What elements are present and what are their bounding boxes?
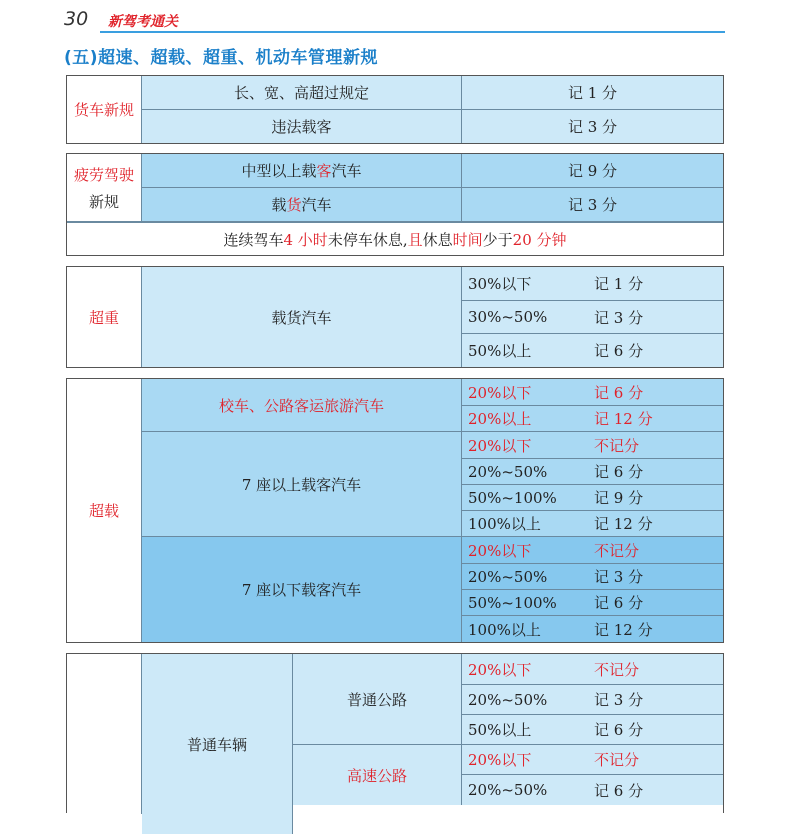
points: 记 6 分 (594, 721, 644, 739)
fatigue-points-2: 记 3 分 (462, 188, 723, 222)
note-part: 连续驾车 (223, 230, 284, 249)
points: 不记分 (594, 436, 640, 455)
speeding-vehicle: 普通车辆 (142, 654, 293, 834)
overload-group-2-vehicle: 7 座以上载客汽车 (142, 432, 462, 537)
range: 20%以下 (468, 660, 532, 679)
range: 20%~50% (468, 462, 548, 481)
points: 记 3 分 (594, 691, 644, 709)
points: 记 3 分 (594, 568, 644, 586)
fatigue-note (67, 222, 723, 255)
overload-label: 超载 (67, 379, 142, 642)
range: 20%~50% (468, 567, 548, 586)
overload-g2-row-3 (462, 485, 723, 511)
speeding-r2-row-1 (462, 745, 723, 775)
truck-item-2: 违法载客 (142, 110, 462, 143)
overload-table (66, 378, 724, 643)
overweight-label: 超重 (67, 267, 142, 367)
range: 100%以上 (468, 515, 541, 533)
overweight-row-1 (462, 267, 723, 301)
speeding-r2-row-2 (462, 775, 723, 805)
overload-g1-row-2 (462, 406, 723, 432)
points: 记 6 分 (594, 383, 644, 402)
range: 20%~50% (468, 690, 548, 709)
range: 20%以下 (468, 751, 532, 769)
overload-g2-row-2 (462, 459, 723, 485)
overload-g3-row-1 (462, 537, 723, 564)
fatigue-label-line1: 疲劳驾驶 (73, 165, 134, 184)
note-part: 未停车休息, (327, 230, 408, 249)
page-number: 30 (64, 8, 89, 30)
fatigue-item-2-highlight: 货 (286, 196, 302, 214)
range: 30%~50% (468, 308, 548, 326)
overweight-vehicle: 载货汽车 (142, 267, 462, 367)
overload-g3-row-2 (462, 564, 723, 590)
range: 50%以上 (468, 342, 532, 360)
points: 记 6 分 (594, 463, 644, 481)
range: 20%以下 (468, 383, 532, 402)
fatigue-item-1 (142, 154, 462, 188)
fatigue-item-1-suffix: 汽车 (331, 162, 362, 180)
points: 记 12 分 (594, 515, 653, 533)
overweight-table (66, 266, 724, 368)
fatigue-item-1-highlight: 客 (316, 162, 332, 180)
section-title: (五)超速、超载、超重、机动车管理新规 (64, 48, 379, 68)
overload-group-1-vehicle: 校车、公路客运旅游汽车 (142, 379, 462, 432)
note-part: 20 分钟 (512, 230, 567, 249)
truck-points-1: 记 1 分 (462, 76, 723, 110)
note-part: 且 (407, 230, 423, 249)
speeding-table (66, 653, 724, 813)
range: 20%以下 (468, 436, 532, 455)
fatigue-rules-table (66, 153, 724, 256)
points: 不记分 (594, 751, 640, 769)
note-part: 少于 (482, 230, 513, 249)
speeding-label (67, 654, 142, 814)
overload-g3-row-3 (462, 590, 723, 616)
fatigue-label (67, 154, 142, 222)
points: 不记分 (594, 541, 640, 560)
fatigue-item-2-suffix: 汽车 (301, 196, 332, 214)
points: 记 6 分 (594, 594, 644, 612)
range: 20%~50% (468, 781, 548, 799)
points: 记 6 分 (594, 342, 644, 360)
overload-g3-row-4 (462, 616, 723, 642)
overweight-row-2 (462, 301, 723, 334)
overload-g2-row-1 (462, 432, 723, 459)
header-rule (100, 31, 725, 33)
book-title: 新驾考通关 (108, 14, 178, 30)
range: 50%~100% (468, 488, 557, 507)
truck-label: 货车新规 (67, 76, 142, 143)
truck-rules-table (66, 75, 724, 144)
page-header (0, 0, 790, 32)
points: 记 12 分 (594, 620, 653, 639)
fatigue-item-2-prefix: 载 (271, 196, 287, 214)
speeding-road-1: 普通公路 (293, 654, 462, 745)
note-part: 4 小时 (283, 230, 328, 249)
speeding-road-2: 高速公路 (293, 745, 462, 805)
range: 30%以下 (468, 275, 532, 293)
fatigue-label-line2: 新规 (88, 192, 119, 211)
speeding-r1-row-3 (462, 715, 723, 745)
truck-item-1: 长、宽、高超过规定 (142, 76, 462, 110)
note-part: 休息 (422, 230, 453, 249)
range: 20%以下 (468, 541, 532, 560)
overload-g1-row-1 (462, 379, 723, 406)
points: 记 12 分 (594, 410, 653, 428)
speeding-r1-row-2 (462, 685, 723, 715)
overload-g2-row-4 (462, 511, 723, 537)
points: 不记分 (594, 660, 640, 679)
speeding-r1-row-1 (462, 654, 723, 685)
overload-group-3-vehicle: 7 座以下载客汽车 (142, 537, 462, 642)
fatigue-item-1-prefix: 中型以上载 (241, 162, 317, 180)
points: 记 9 分 (594, 489, 644, 507)
range: 50%以上 (468, 721, 532, 739)
fatigue-points-1: 记 9 分 (462, 154, 723, 188)
fatigue-item-2 (142, 188, 462, 222)
points: 记 6 分 (594, 781, 644, 800)
overweight-row-3 (462, 334, 723, 367)
range: 20%以上 (468, 410, 532, 428)
points: 记 1 分 (594, 275, 644, 293)
range: 100%以上 (468, 620, 541, 639)
truck-points-2: 记 3 分 (462, 110, 723, 143)
points: 记 3 分 (594, 308, 644, 327)
note-part: 时间 (452, 230, 483, 249)
range: 50%~100% (468, 593, 557, 612)
